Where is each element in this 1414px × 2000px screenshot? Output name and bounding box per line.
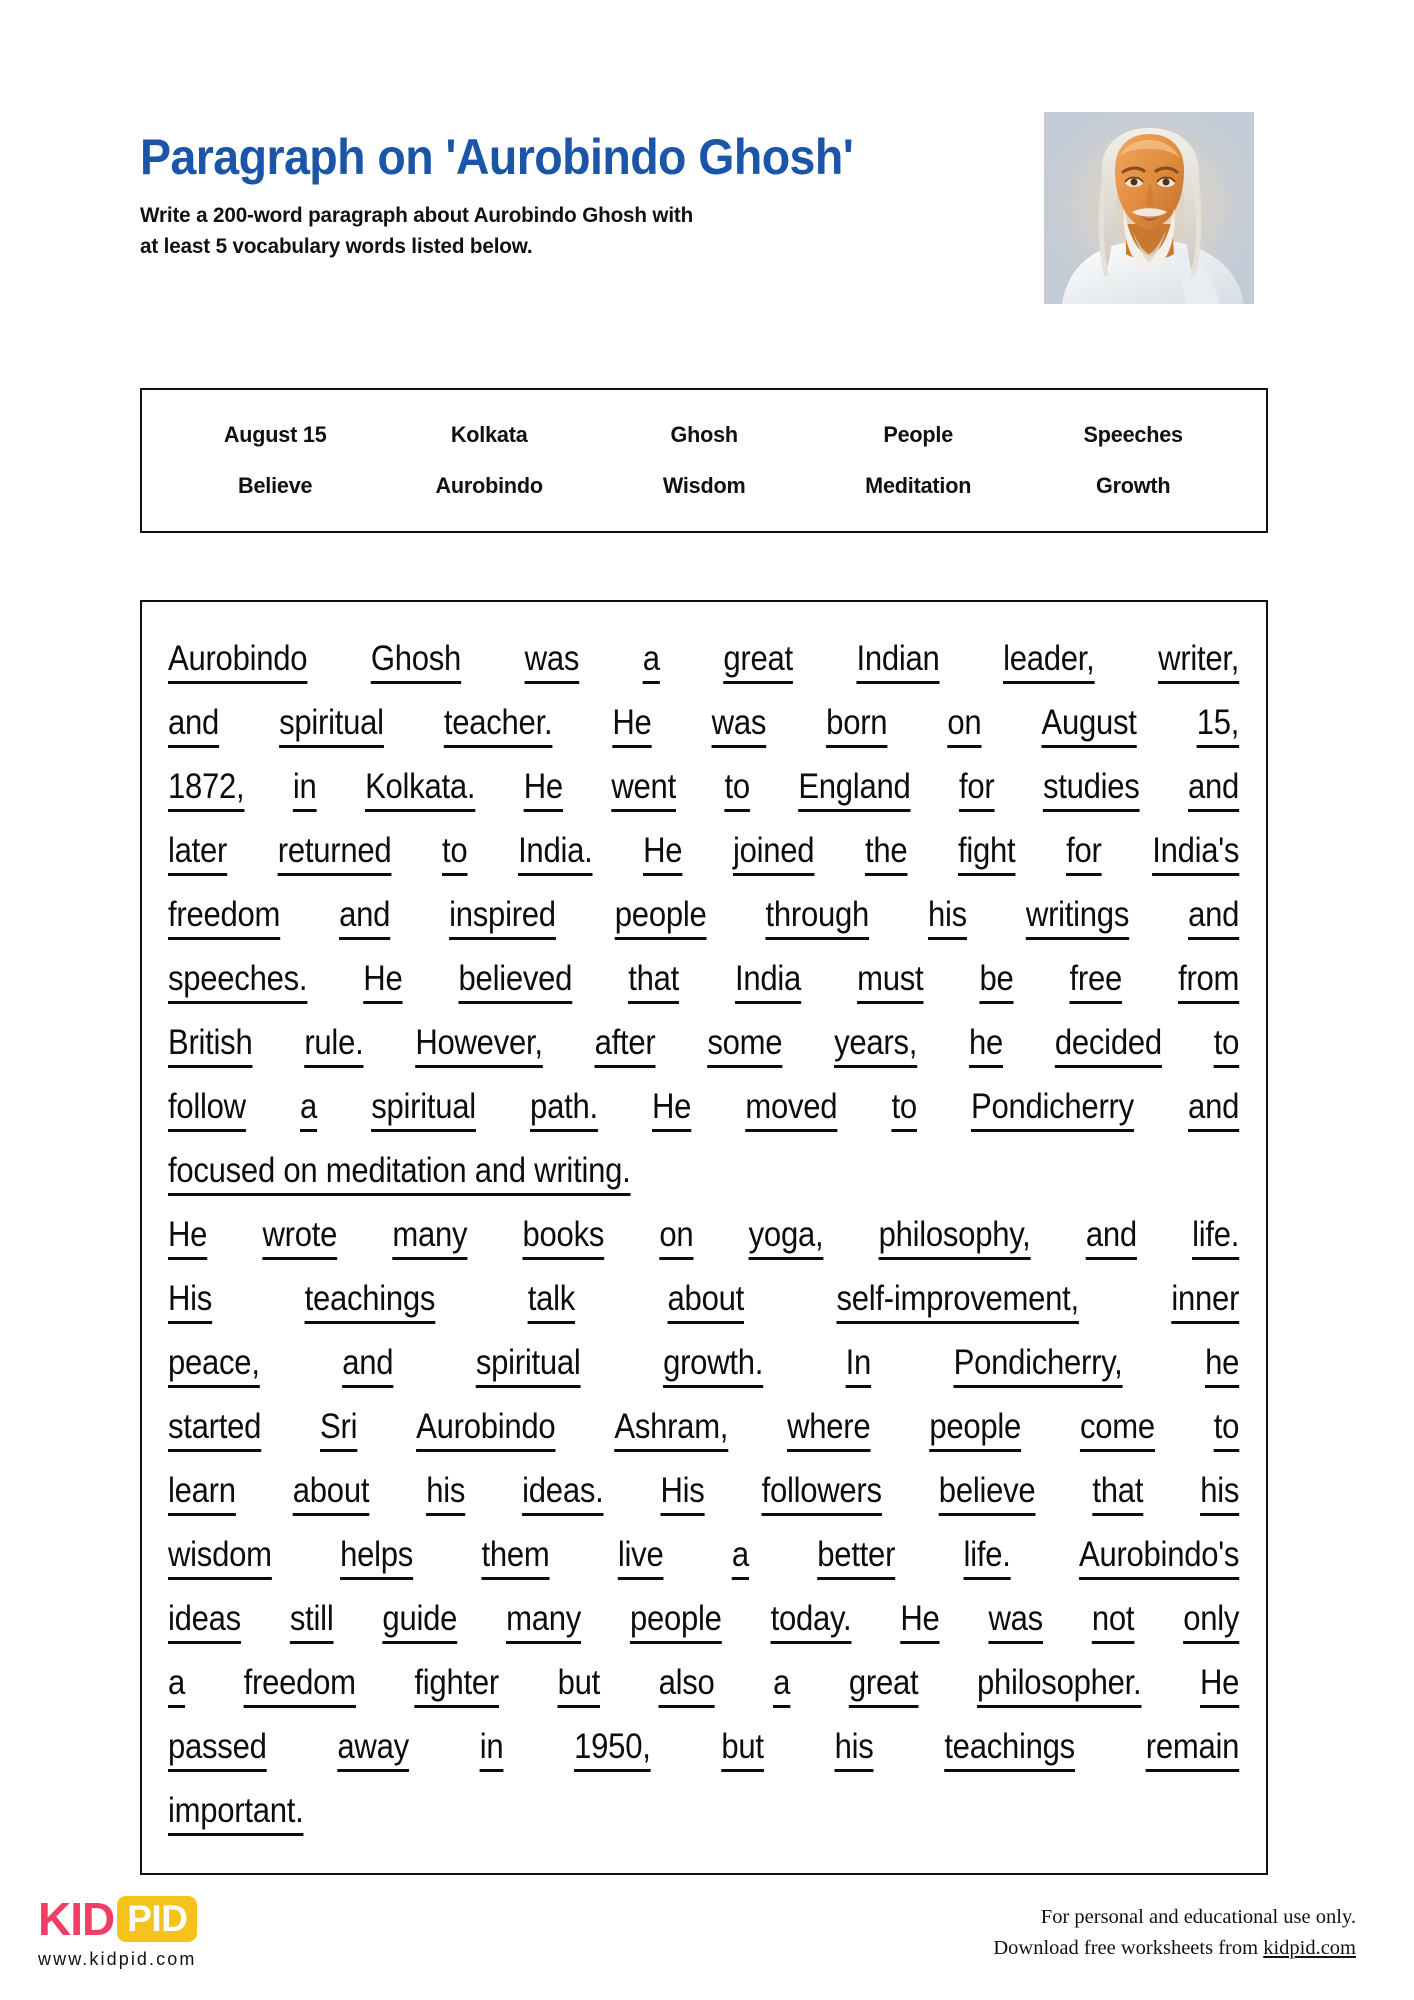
paragraph-word: Ashram, (614, 1406, 729, 1446)
vocabulary-word: Growth (1095, 473, 1171, 498)
paragraph-word: and (1085, 1214, 1137, 1254)
paragraph-word: learn (168, 1470, 236, 1510)
paragraph-line (168, 690, 1239, 754)
paragraph-word: peace, (168, 1342, 260, 1382)
paragraph-word: He (1199, 1662, 1240, 1702)
paragraph-word: many (506, 1598, 581, 1638)
paragraph-word: Aurobindo (416, 1406, 556, 1446)
vocabulary-word: Ghosh (670, 422, 738, 447)
paragraph-word: Pondicherry (971, 1086, 1134, 1126)
paragraph-line (168, 754, 1239, 818)
kidpid-logo-mark (38, 1893, 197, 1945)
paragraph-word: believed (458, 958, 573, 998)
paragraph-word: talk (527, 1278, 576, 1318)
paragraph-word: Indian (856, 638, 940, 678)
paragraph-word: to (724, 766, 750, 806)
paragraph-word: self-improvement, (836, 1278, 1079, 1318)
paragraph-word: His (660, 1470, 705, 1510)
paragraph-word: remain (1145, 1726, 1240, 1766)
paragraph-word: great (848, 1662, 919, 1702)
paragraph-word: He (612, 702, 652, 742)
paragraph-word: a (642, 638, 660, 678)
paragraph-line (168, 1074, 1239, 1138)
paragraph-word: about (667, 1278, 744, 1318)
paragraph-word: inner (1171, 1278, 1240, 1318)
paragraph-word: but (721, 1726, 764, 1766)
paragraph-word: and (339, 894, 391, 934)
paragraph-word: He (523, 766, 563, 806)
vocabulary-word: Meditation (865, 473, 972, 498)
paragraph-word: many (392, 1214, 468, 1254)
paragraph-word: believe (938, 1470, 1036, 1510)
paragraph-line (168, 818, 1239, 882)
paragraph-word: India's (1152, 830, 1240, 870)
paragraph-line (168, 626, 1239, 690)
paragraph-word: Sri (320, 1406, 358, 1446)
paragraph-word: away (337, 1726, 409, 1766)
paragraph-word: free (1069, 958, 1123, 998)
paragraph-word: a (300, 1086, 318, 1126)
paragraph-word: a (168, 1662, 186, 1702)
paragraph-word: Aurobindo (168, 638, 308, 678)
paragraph-word: a (731, 1534, 749, 1574)
paragraph-word: teachings (944, 1726, 1075, 1766)
paragraph-word: people (629, 1598, 722, 1638)
paragraph-word: freedom (168, 894, 281, 934)
paragraph-word: to (1213, 1022, 1240, 1062)
paragraph-word: He (900, 1598, 940, 1638)
paragraph-word: returned (277, 830, 392, 870)
paragraph-word: people (929, 1406, 1022, 1446)
paragraph-word: to (442, 830, 468, 870)
vocabulary-word: Kolkata (451, 422, 528, 447)
paragraph-word: teachings (304, 1278, 436, 1318)
instructions-line-1: Write a 200-word paragraph about Aurobindo Ghosh with (140, 203, 694, 227)
paragraph-word: 1950, (574, 1726, 651, 1766)
paragraph-word: after (594, 1022, 656, 1062)
paragraph-word: ideas (168, 1598, 241, 1638)
paragraph-word: India (735, 958, 802, 998)
paragraph-word: leader, (1003, 638, 1095, 678)
paragraph-word: them (481, 1534, 550, 1574)
paragraph-word: that (1092, 1470, 1144, 1510)
paragraph-word: was (711, 702, 767, 742)
paragraph-word: He (168, 1214, 208, 1254)
paragraph-word: fighter (414, 1662, 499, 1702)
paragraph-word: ideas. (522, 1470, 604, 1510)
paragraph-line (168, 1522, 1239, 1586)
vocabulary-word: People (883, 422, 954, 447)
paragraph-word: his (927, 894, 967, 934)
footer-credits (993, 1902, 1356, 1964)
paragraph-word: and (1188, 894, 1240, 934)
paragraph-word: but (557, 1662, 600, 1702)
paragraph-word: wisdom (168, 1534, 272, 1574)
paragraph-word: he (968, 1022, 1004, 1062)
vocabulary-word: Believe (238, 473, 313, 498)
paragraph-word: to (1213, 1406, 1240, 1446)
credit-download-prefix: Download free worksheets from (993, 1937, 1264, 1959)
paragraph-word: writer, (1158, 638, 1240, 678)
paragraph-word: philosopher. (976, 1662, 1142, 1702)
paragraph-word: for (958, 766, 995, 806)
paragraph-word: went (611, 766, 676, 806)
paragraph-word: follow (168, 1086, 246, 1126)
paragraph-word: England (798, 766, 911, 806)
paragraph-word: spiritual (279, 702, 384, 742)
paragraph-word: and (1188, 766, 1240, 806)
logo-pid-badge (117, 1896, 197, 1942)
paragraph-word: philosophy, (878, 1214, 1031, 1254)
logo-kid-text: KID (38, 1893, 115, 1945)
paragraph-word: path. (530, 1086, 598, 1126)
paragraph-line: important. (168, 1790, 304, 1830)
paragraph-word: started (168, 1406, 262, 1446)
paragraph-line: focused on meditation and writing. (168, 1150, 631, 1190)
paragraph-word: studies (1042, 766, 1140, 806)
paragraph-word: on (659, 1214, 694, 1254)
credit-line-download (993, 1933, 1356, 1964)
paragraph-word: he (1205, 1342, 1240, 1382)
paragraph-word: joined (732, 830, 815, 870)
paragraph-word: his (426, 1470, 466, 1510)
paragraph-word: and (342, 1342, 394, 1382)
paragraph-word: years, (834, 1022, 918, 1062)
paragraph-word: live (617, 1534, 664, 1574)
paragraph-word: books (522, 1214, 605, 1254)
paragraph-word: for (1066, 830, 1102, 870)
paragraph-word: spiritual (371, 1086, 476, 1126)
paragraph-word: people (614, 894, 707, 934)
paragraph-word: helps (340, 1534, 414, 1574)
paragraph-word: decided (1054, 1022, 1162, 1062)
paragraph-line (168, 1330, 1239, 1394)
paragraph-answer-area[interactable] (140, 600, 1268, 1875)
paragraph-word: 15, (1196, 702, 1240, 742)
paragraph-word: later (168, 830, 228, 870)
worksheet-instructions (140, 200, 937, 262)
paragraph-line (168, 1266, 1239, 1330)
paragraph-word: must (857, 958, 924, 998)
paragraph-word: about (292, 1470, 370, 1510)
paragraph-word: only (1183, 1598, 1240, 1638)
paragraph-word: wrote (262, 1214, 338, 1254)
paragraph-word: guide (382, 1598, 458, 1638)
paragraph-word: He (643, 830, 683, 870)
paragraph-word: in (479, 1726, 504, 1766)
paragraph-word: He (363, 958, 403, 998)
paragraph-word: freedom (243, 1662, 356, 1702)
paragraph-word: Pondicherry, (953, 1342, 1123, 1382)
paragraph-line (168, 946, 1239, 1010)
paragraph-word: to (891, 1086, 917, 1126)
paragraph-word: better (817, 1534, 896, 1574)
paragraph-word: Kolkata. (365, 766, 476, 806)
credit-line-usage: For personal and educational use only. (1040, 1906, 1356, 1928)
instructions-line-2: at least 5 vocabulary words listed below. (140, 234, 533, 258)
kidpid-logo[interactable] (38, 1893, 197, 1970)
paragraph-word: followers (761, 1470, 882, 1510)
paragraph-word: was (524, 638, 580, 678)
paragraph-word: today. (770, 1598, 852, 1638)
paragraph-word: inspired (449, 894, 556, 934)
paragraph-word: Ghosh (370, 638, 462, 678)
vocabulary-row-2 (142, 473, 1266, 499)
paragraph-line (168, 1202, 1239, 1266)
paragraph-word: India. (518, 830, 593, 870)
paragraph-word: his (834, 1726, 874, 1766)
paragraph-word: through (765, 894, 870, 934)
paragraph-word: not (1091, 1598, 1135, 1638)
paragraph-word: come (1079, 1406, 1155, 1446)
logo-pid-text: PID (127, 1898, 188, 1939)
paragraph-word: British (168, 1022, 253, 1062)
paragraph-word: his (1200, 1470, 1240, 1510)
kidpid-link[interactable]: kidpid.com (1263, 1937, 1356, 1959)
paragraph-line (168, 1010, 1239, 1074)
paragraph-word: life. (1192, 1214, 1240, 1254)
vocabulary-word: August 15 (223, 422, 327, 447)
paragraph-word: writings (1025, 894, 1130, 934)
paragraph-line (168, 882, 1239, 946)
paragraph-word: August (1041, 702, 1137, 742)
paragraph-word: be (979, 958, 1014, 998)
paragraph-word: Aurobindo's (1078, 1534, 1240, 1574)
paragraph-word: moved (745, 1086, 838, 1126)
paragraph-line (168, 1394, 1239, 1458)
paragraph-word: still (289, 1598, 334, 1638)
paragraph-word: fight (958, 830, 1016, 870)
paragraph-word: also (658, 1662, 715, 1702)
paragraph-word: spiritual (475, 1342, 581, 1382)
paragraph-text (168, 626, 1239, 1842)
paragraph-word: life. (963, 1534, 1011, 1574)
paragraph-word: where (787, 1406, 871, 1446)
paragraph-line (168, 1650, 1239, 1714)
paragraph-word: and (1188, 1086, 1240, 1126)
paragraph-word: and (168, 702, 220, 742)
paragraph-word: However, (415, 1022, 543, 1062)
vocabulary-row-1 (142, 422, 1266, 448)
paragraph-word: in (292, 766, 317, 806)
paragraph-word: He (652, 1086, 692, 1126)
paragraph-word: was (988, 1598, 1043, 1638)
paragraph-word: His (168, 1278, 213, 1318)
page-footer (0, 1890, 1414, 2000)
paragraph-word: born (826, 702, 888, 742)
page-title: Paragraph on 'Aurobindo Ghosh' (140, 129, 854, 185)
paragraph-word: teacher. (443, 702, 553, 742)
aurobindo-portrait-image (1044, 112, 1254, 304)
paragraph-word: passed (168, 1726, 267, 1766)
paragraph-word: some (707, 1022, 783, 1062)
paragraph-line (168, 1714, 1239, 1778)
paragraph-word: that (628, 958, 679, 998)
paragraph-line (168, 1458, 1239, 1522)
paragraph-word: In (845, 1342, 872, 1382)
vocabulary-word: Aurobindo (435, 473, 544, 498)
paragraph-word: growth. (663, 1342, 764, 1382)
vocabulary-word: Speeches (1083, 422, 1183, 447)
paragraph-word: on (947, 702, 982, 742)
logo-website-url: www.kidpid.com (38, 1949, 197, 1969)
paragraph-word: rule. (304, 1022, 364, 1062)
paragraph-word: 1872, (168, 766, 245, 806)
paragraph-word: yoga, (748, 1214, 824, 1254)
vocabulary-word-bank (140, 388, 1268, 533)
paragraph-word: a (773, 1662, 791, 1702)
paragraph-word: great (723, 638, 793, 678)
paragraph-word: from (1178, 958, 1240, 998)
paragraph-word: the (864, 830, 908, 870)
paragraph-word: speeches. (168, 958, 308, 998)
vocabulary-word: Wisdom (662, 473, 746, 498)
paragraph-line (168, 1586, 1239, 1650)
